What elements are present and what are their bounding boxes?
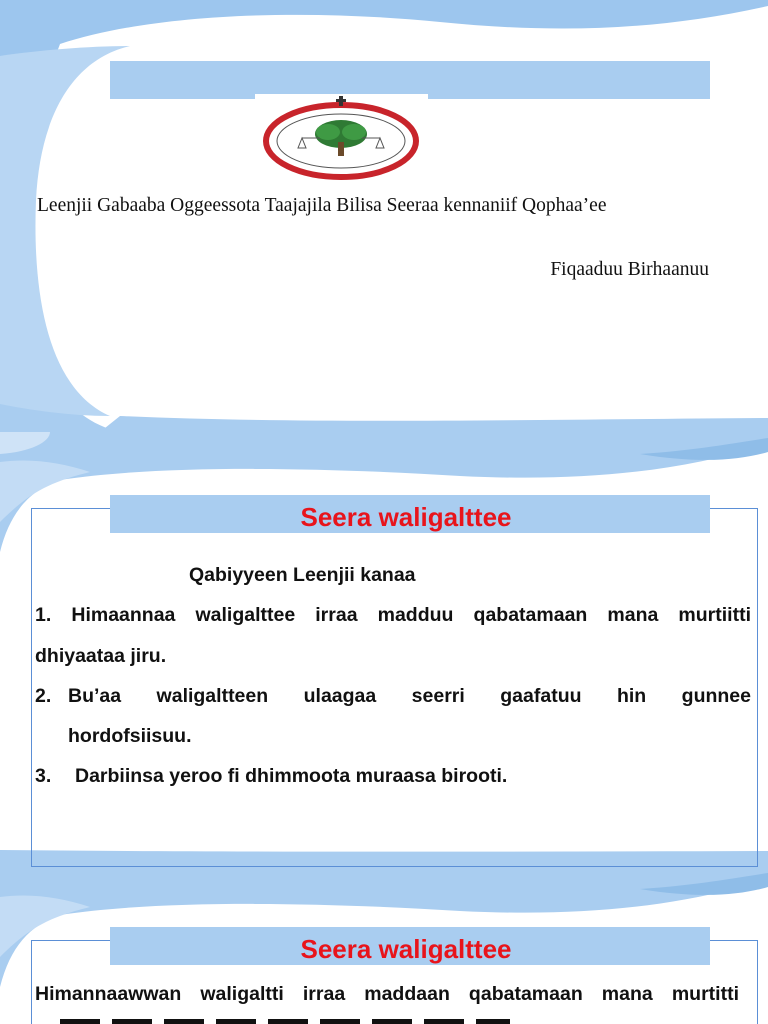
list-item-1-number: 1. bbox=[35, 604, 52, 626]
list-item-2-line-1: Bu’aa waligaltteen ulaagaa seerri gaafatuu hin gunnee bbox=[68, 685, 751, 707]
slide-1 bbox=[0, 0, 768, 432]
list-item-1-line-1 bbox=[35, 604, 751, 627]
slide-2-subheading: Qabiyyeen Leenjii kanaa bbox=[189, 564, 416, 586]
court-logo bbox=[262, 94, 420, 184]
list-item-2-line-2: hordofsiisuu. bbox=[68, 725, 192, 747]
slide-2 bbox=[0, 432, 768, 867]
slide-3-paragraph-line-1: Himannaawwan waligaltti irraa maddaan qabatamaan mana murtitti bbox=[35, 983, 739, 1005]
list-item-1-line-2: dhiyaataa jiru. bbox=[35, 645, 167, 667]
author-name: Fiqaaduu Birhaanuu bbox=[550, 259, 709, 280]
list-item-2-number: 2. bbox=[35, 685, 52, 707]
presentation-title: Leenjii Gabaaba Oggeessota Taajajila Bilisa Seeraa kennaniif Qophaa’ee bbox=[37, 195, 607, 216]
slide-3 bbox=[0, 867, 768, 1024]
slide-2-heading: Seera waligalttee bbox=[300, 502, 512, 532]
slide-3-heading: Seera waligalttee bbox=[300, 934, 512, 964]
list-item-1-text: Himaannaa waligalttee irraa madduu qabatamaan mana murtiitti bbox=[71, 604, 752, 626]
list-item-3-number: 3. bbox=[35, 765, 52, 787]
slide-3-paragraph-line-2-cutoff bbox=[60, 1019, 510, 1024]
list-item-3-text: Darbiinsa yeroo fi dhimmoota muraasa birooti. bbox=[75, 765, 508, 787]
